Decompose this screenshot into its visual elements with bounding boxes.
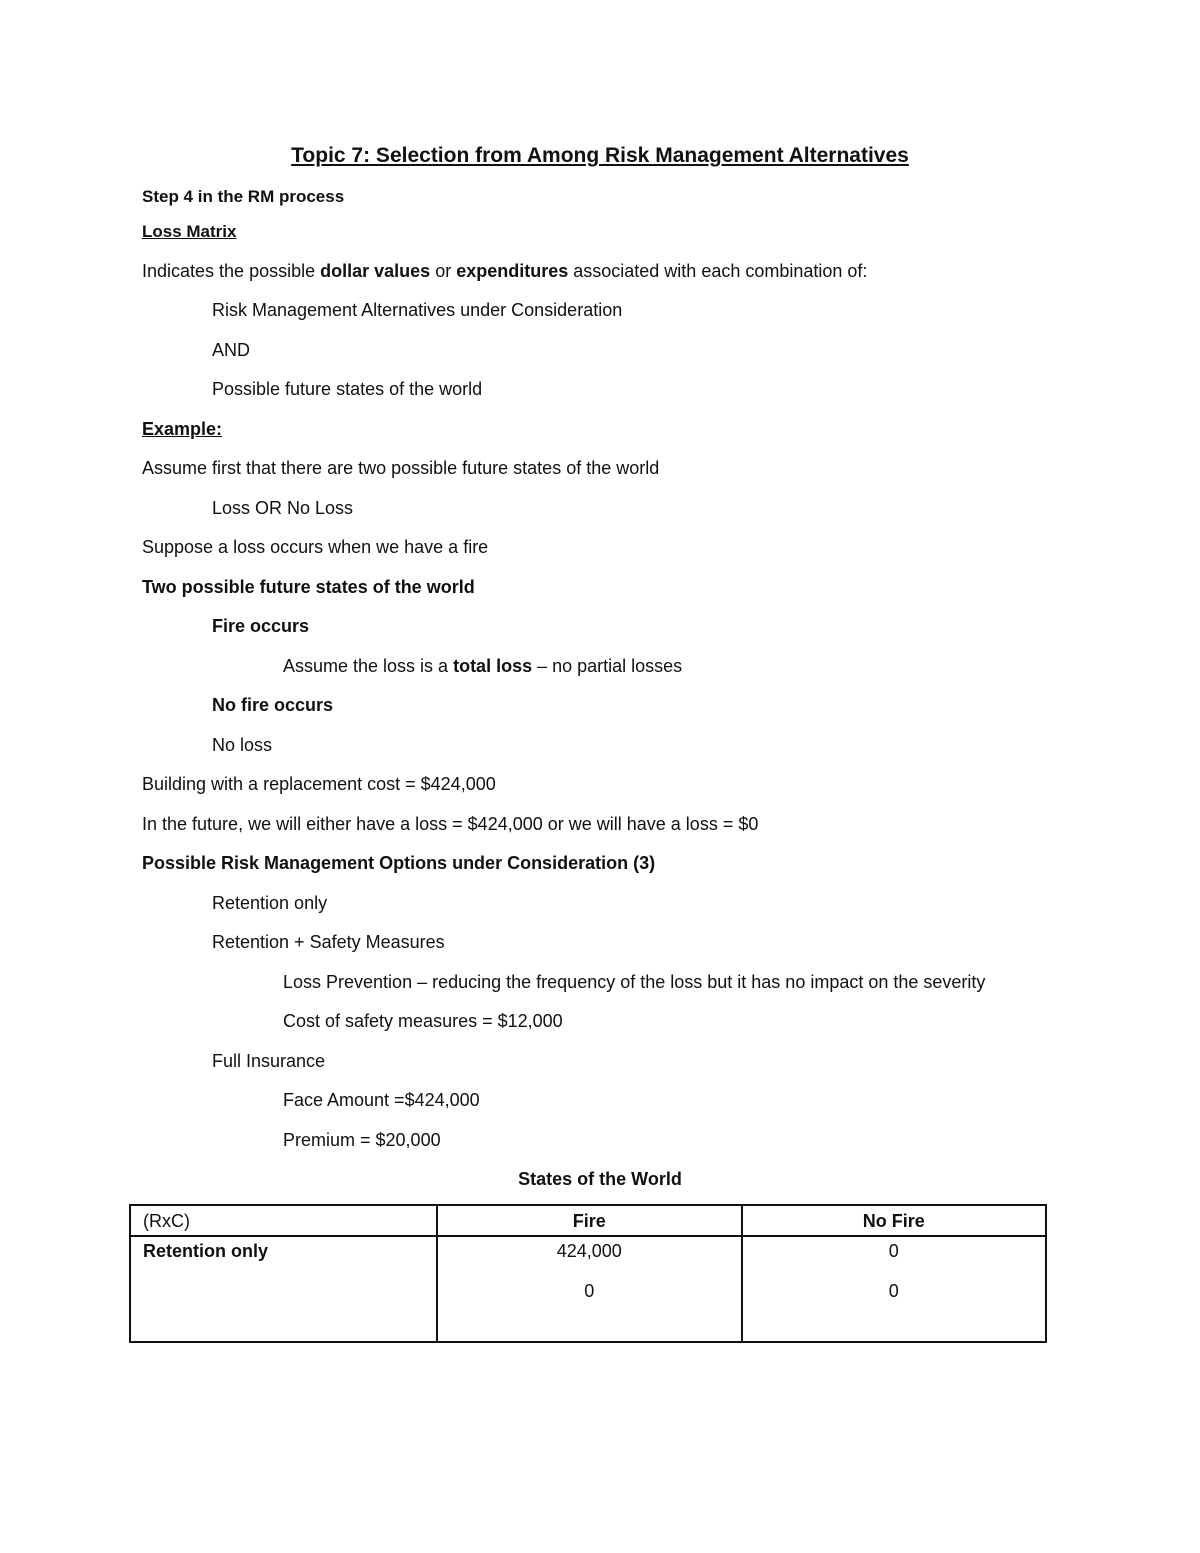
option-full-insurance: Full Insurance xyxy=(212,1051,326,1071)
suppose-text: Suppose a loss occurs when we have a fire xyxy=(142,537,489,557)
page-title: Topic 7: Selection from Among Risk Management Alternatives xyxy=(291,144,909,167)
options-heading: Possible Risk Management Options under Consideration (3) xyxy=(142,853,656,873)
indicates-line xyxy=(142,260,867,282)
indicates-text-1: Indicates the possible xyxy=(142,261,321,281)
no-loss-text: No loss xyxy=(212,735,273,755)
total-loss-line xyxy=(283,655,682,677)
indicates-text-2: or xyxy=(430,261,457,281)
cost-safety-text: Cost of safety measures = $12,000 xyxy=(283,1011,563,1031)
dollar-values-text: dollar values xyxy=(320,261,431,281)
total-loss-text-2: – no partial losses xyxy=(532,656,683,676)
face-amount-text: Face Amount =$424,000 xyxy=(283,1090,480,1110)
assume-first-text: Assume first that there are two possible future states of the world xyxy=(142,458,660,478)
indicates-text-3: associated with each combination of: xyxy=(568,261,868,281)
in-future-text: In the future, we will either have a loss = $424,000 or we will have a loss = $0 xyxy=(142,814,759,834)
no-fire-value-1: 0 xyxy=(888,1241,899,1261)
premium-text: Premium = $20,000 xyxy=(283,1130,441,1150)
fire-value-1: 424,000 xyxy=(556,1241,622,1261)
fire-values-cell xyxy=(437,1236,742,1342)
and-text: AND xyxy=(212,340,251,360)
no-fire-values-cell xyxy=(742,1236,1047,1342)
rm-alternatives-text: Risk Management Alternatives under Consideration xyxy=(212,300,623,320)
option-retention-only: Retention only xyxy=(212,893,328,913)
header-fire: Fire xyxy=(437,1205,742,1236)
table-header-row xyxy=(130,1205,1046,1236)
row-label-retention-only: Retention only xyxy=(130,1236,437,1342)
table-row xyxy=(130,1236,1046,1342)
two-possible-heading: Two possible future states of the world xyxy=(142,577,475,597)
total-loss-text-1: Assume the loss is a xyxy=(283,656,454,676)
option-retention-safety: Retention + Safety Measures xyxy=(212,932,445,952)
no-fire-value-2: 0 xyxy=(888,1281,899,1301)
header-no-fire: No Fire xyxy=(742,1205,1047,1236)
total-loss-bold: total loss xyxy=(453,656,533,676)
loss-or-no-loss-text: Loss OR No Loss xyxy=(212,498,354,518)
possible-states-text: Possible future states of the world xyxy=(212,379,483,399)
loss-prevention-text: Loss Prevention – reducing the frequency of the loss but it has no impact on the severity xyxy=(283,972,986,992)
fire-occurs-text: Fire occurs xyxy=(212,616,310,636)
no-fire-occurs-text: No fire occurs xyxy=(212,695,334,715)
loss-matrix-table xyxy=(129,1204,1047,1343)
header-rxc: (RxC) xyxy=(130,1205,437,1236)
step-label: Step 4 in the RM process xyxy=(142,187,345,206)
fire-value-2: 0 xyxy=(584,1281,595,1301)
table-caption: States of the World xyxy=(518,1169,682,1189)
expenditures-text: expenditures xyxy=(456,261,569,281)
loss-matrix-heading: Loss Matrix xyxy=(142,222,237,241)
example-heading: Example: xyxy=(142,419,223,439)
building-text: Building with a replacement cost = $424,000 xyxy=(142,774,496,794)
